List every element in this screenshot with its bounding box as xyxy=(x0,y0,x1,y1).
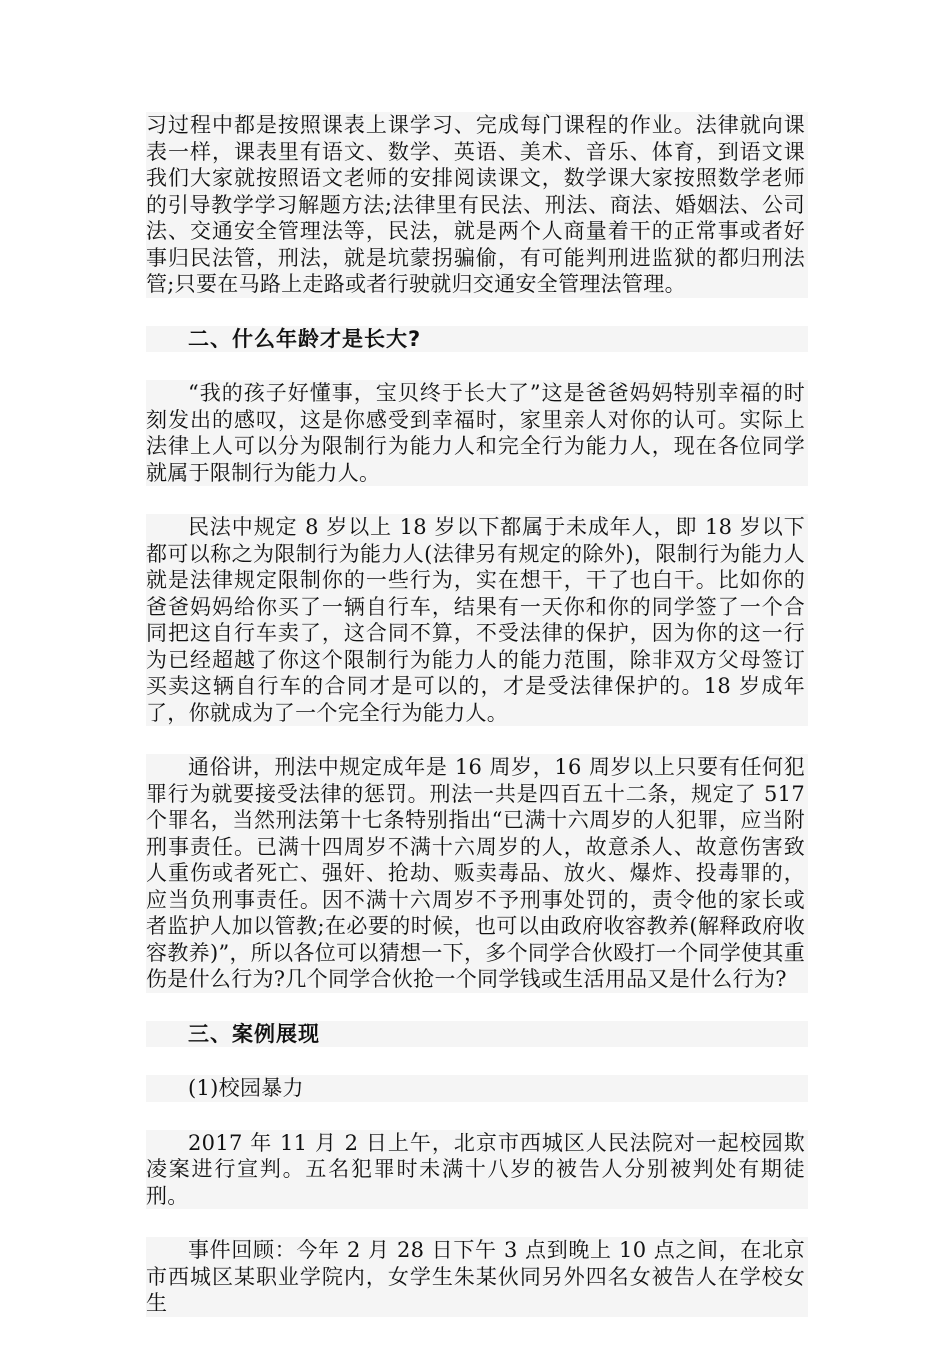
document-body xyxy=(146,112,808,1345)
paragraph-growing-up: “我的孩子好懂事，宝贝终于长大了”这是爸爸妈妈特别幸福的时刻发出的感叹，这是你感受到幸福时，家里亲人对你的认可。实际上法律上人可以分为限制行为能力人和完全行为能力人，现在各位同学就属于限制行为能力人。 xyxy=(146,380,808,486)
paragraph-civil-law: 民法中规定 8 岁以上 18 岁以下都属于未成年人，即 18 岁以下都可以称之为限制行为能力人(法律另有规定的除外)，限制行为能力人就是法律规定限制你的一些行为，实在想干，干了也白干。比如你的爸爸妈妈给你买了一辆自行车，结果有一天你和你的同学签了一个合同把这自行车卖了，这合同不算，不受法律的保护，因为你的这一行为已经超越了你这个限制行为能力人的能力范围，除非双方父母签订买卖这辆自行车的合同才是可以的，才是受法律保护的。18 岁成年了，你就成为了一个完全行为能力人。 xyxy=(146,514,808,726)
case-subheading: (1)校园暴力 xyxy=(146,1075,808,1102)
paragraph-criminal-law: 通俗讲，刑法中规定成年是 16 周岁，16 周岁以上只要有任何犯罪行为就要接受法律的惩罚。刑法一共是四百五十二条，规定了 517 个罪名，当然刑法第十七条特别指出“已满十六周岁的人犯罪，应当附刑事责任。已满十四周岁不满十六周岁的人，故意杀人、故意伤害致人重伤或者死亡、强奸、抢劫、贩卖毒品、放火、爆炸、投毒罪的，应当负刑事责任。因不满十六周岁不予刑事处罚的，责令他的家长或者监护人加以管教;在必要的时候，也可以由政府收容教养(解释政府收容教养)”，所以各位可以猜想一下，多个同学合伙殴打一个同学使其重伤是什么行为?几个同学合伙抢一个同学钱或生活用品又是什么行为? xyxy=(146,754,808,993)
section-heading-2: 二、什么年龄才是长大? xyxy=(146,326,808,353)
paragraph-intro: 习过程中都是按照课表上课学习、完成每门课程的作业。法律就向课表一样，课表里有语文、数学、英语、美术、音乐、体育，到语文课我们大家就按照语文老师的安排阅读课文，数学课大家按照数学老师的引导教学学习解题方法;法律里有民法、刑法、商法、婚姻法、公司法、交通安全管理法等，民法，就是两个人商量着干的正常事或者好事归民法管，刑法，就是坑蒙拐骗偷，有可能判刑进监狱的都归刑法管;只要在马路上走路或者行驶就归交通安全管理法管理。 xyxy=(146,112,808,298)
section-heading-3: 三、案例展现 xyxy=(146,1021,808,1048)
paragraph-case-verdict: 2017 年 11 月 2 日上午，北京市西城区人民法院对一起校园欺凌案进行宣判。五名犯罪时未满十八岁的被告人分别被判处有期徒刑。 xyxy=(146,1130,808,1210)
paragraph-case-review: 事件回顾：今年 2 月 28 日下午 3 点到晚上 10 点之间，在北京市西城区某职业学院内，女学生朱某伙同另外四名女被告人在学校女生 xyxy=(146,1237,808,1317)
